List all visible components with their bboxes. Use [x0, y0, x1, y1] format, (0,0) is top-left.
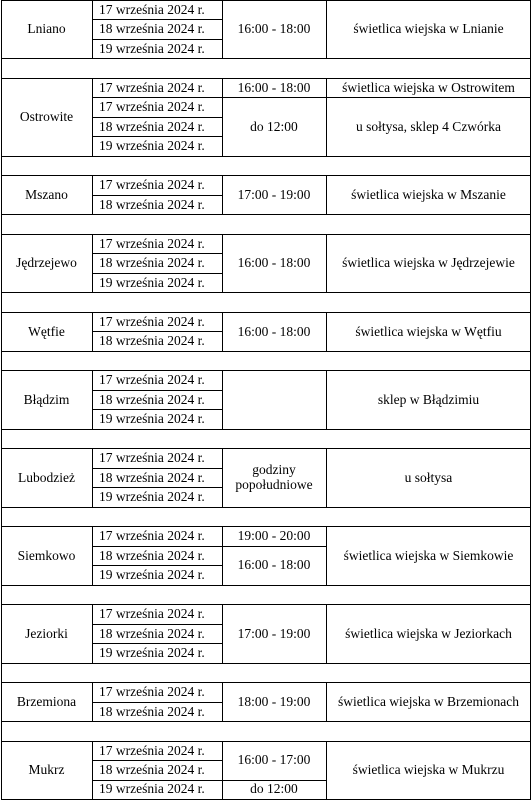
date-cell: 18 września 2024 r.: [99, 762, 205, 777]
table-rule: [1, 507, 531, 508]
date-cell: 18 września 2024 r.: [99, 625, 205, 641]
date-cell: 18 września 2024 r.: [99, 703, 205, 719]
place-cell: świetlica wiejska w Wętfiu: [355, 323, 502, 339]
village-name: Lniano: [27, 21, 66, 37]
village-name: Mszano: [25, 187, 68, 203]
place-cell: świetlica wiejska w Jeziorkach: [345, 625, 512, 641]
place-cell: świetlica wiejska w Siemkowie: [343, 547, 514, 563]
date-cell: 19 września 2024 r.: [99, 411, 205, 427]
date-cell: 19 września 2024 r.: [99, 138, 205, 154]
date-cell: 18 września 2024 r.: [99, 469, 205, 485]
time-cell: 16:00 - 17:00: [237, 752, 311, 768]
village-name: Ostrowite: [19, 109, 74, 125]
village-name: Błądzim: [23, 391, 70, 407]
date-cell: 17 września 2024 r.: [99, 79, 205, 95]
time-cell: 17:00 - 19:00: [237, 625, 311, 641]
table-rule: [1, 214, 531, 215]
date-cell: 19 września 2024 r.: [99, 645, 205, 661]
schedule-table: [1, 0, 531, 799]
time-cell: 16:00 - 18:00: [237, 21, 311, 37]
village-name: Lubodzież: [18, 469, 75, 485]
time-cell: godziny popołudniowe: [235, 461, 313, 493]
date-cell: 17 września 2024 r.: [99, 450, 205, 466]
date-cell: 17 września 2024 r.: [99, 1, 205, 17]
village-name: Brzemiona: [16, 693, 77, 709]
date-cell: 19 września 2024 r.: [99, 274, 205, 290]
date-cell: 17 września 2024 r.: [99, 606, 205, 622]
village-name: Wętfie: [28, 323, 65, 339]
place-cell: świetlica wiejska w Jędrzejewie: [342, 255, 515, 271]
date-cell: 17 września 2024 r.: [99, 528, 205, 544]
date-cell: 17 września 2024 r.: [99, 99, 205, 115]
date-cell: 18 września 2024 r.: [99, 21, 205, 37]
place-cell: świetlica wiejska w Lnianie: [353, 21, 504, 37]
date-cell: 18 września 2024 r.: [99, 196, 205, 212]
table-rule: [1, 585, 531, 586]
date-cell: 18 września 2024 r.: [99, 255, 205, 271]
time-cell: 16:00 - 18:00: [237, 323, 311, 339]
date-cell: 17 września 2024 r.: [99, 177, 205, 193]
table-rule: [1, 663, 531, 664]
table-rule: [1, 721, 531, 722]
time-cell: 19:00 - 20:00: [237, 528, 311, 544]
date-cell: 17 września 2024 r.: [99, 684, 205, 700]
date-cell: 19 września 2024 r.: [99, 489, 205, 505]
time-cell: 16:00 - 18:00: [237, 255, 311, 271]
date-cell: 19 września 2024 r.: [99, 40, 205, 56]
time-cell: do 12:00: [250, 781, 298, 797]
date-cell: 18 września 2024 r.: [99, 333, 205, 349]
date-cell: 17 września 2024 r.: [99, 235, 205, 251]
table-rule: [1, 156, 531, 157]
table-rule: [1, 351, 531, 352]
time-cell: 16:00 - 18:00: [237, 79, 311, 95]
table-rule: [1, 292, 531, 293]
village-name: Siemkowo: [17, 547, 76, 563]
place-cell: świetlica wiejska w Mukrzu: [352, 762, 505, 777]
table-rule: [1, 58, 531, 59]
place-cell: świetlica wiejska w Mszanie: [351, 187, 506, 203]
date-cell: 19 września 2024 r.: [99, 781, 205, 797]
date-cell: 17 września 2024 r.: [99, 372, 205, 388]
time-cell: 17:00 - 19:00: [237, 187, 311, 203]
time-cell: 18:00 - 19:00: [237, 693, 311, 709]
date-cell: 19 września 2024 r.: [99, 567, 205, 583]
date-cell: 18 września 2024 r.: [99, 391, 205, 407]
time-cell: 16:00 - 18:00: [237, 557, 311, 573]
place-cell: u sołtysa: [404, 469, 453, 485]
place-cell: sklep w Błądzimiu: [377, 391, 480, 407]
place-cell: u sołtysa, sklep 4 Czwórka: [355, 118, 502, 134]
place-cell: świetlica wiejska w Brzemionach: [337, 693, 520, 709]
time-cell: [222, 370, 326, 428]
date-cell: 17 września 2024 r.: [99, 742, 205, 758]
date-cell: 18 września 2024 r.: [99, 547, 205, 563]
date-cell: 17 września 2024 r.: [99, 313, 205, 329]
table-rule: [1, 429, 531, 430]
village-name: Mukrz: [28, 762, 65, 777]
time-cell: do 12:00: [250, 118, 298, 134]
date-cell: 18 września 2024 r.: [99, 118, 205, 134]
place-cell: świetlica wiejska w Ostrowitem: [342, 79, 515, 95]
village-name: Jędrzejewo: [16, 255, 77, 271]
village-name: Jeziorki: [25, 625, 68, 641]
